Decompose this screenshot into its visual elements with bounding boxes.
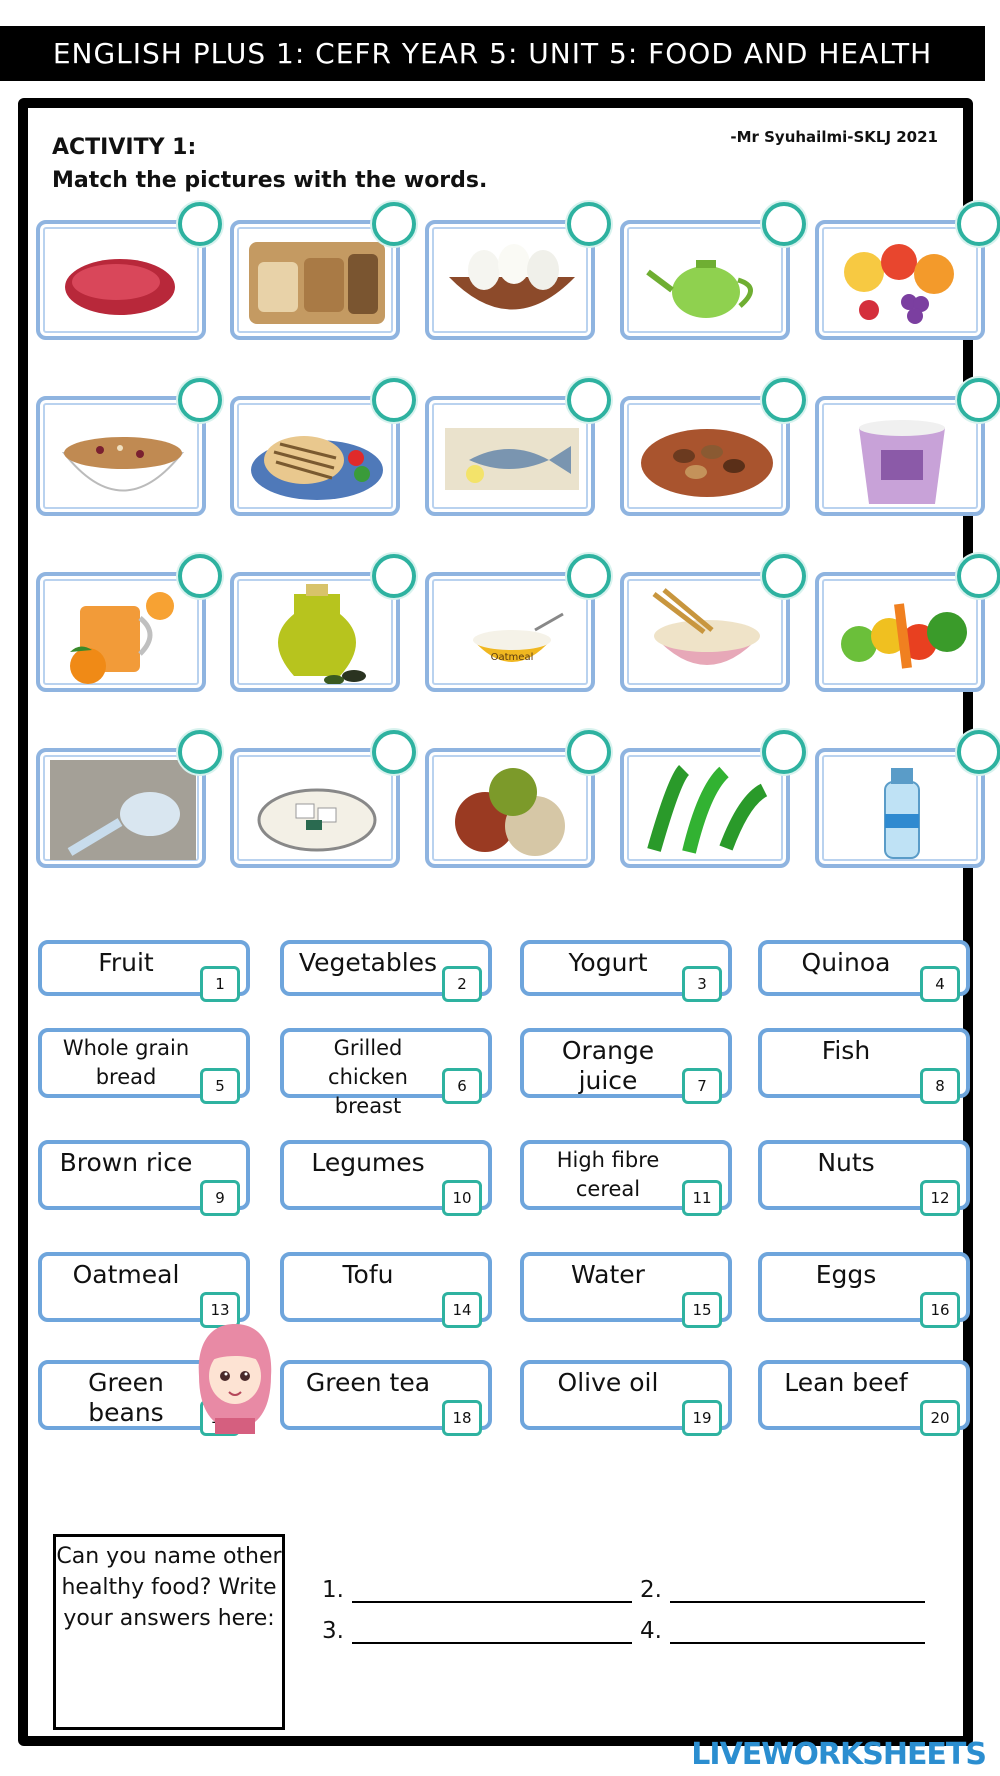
answer-circle[interactable] xyxy=(567,202,611,246)
word-card[interactable] xyxy=(38,1252,250,1322)
orange-juice-icon xyxy=(50,584,196,684)
word-number: 13 xyxy=(200,1292,240,1328)
word-label: Lean beef xyxy=(784,1368,908,1397)
word-number: 2 xyxy=(442,966,482,1002)
word-number: 19 xyxy=(682,1400,722,1436)
green-beans-icon xyxy=(634,760,780,860)
picture-card xyxy=(815,396,985,516)
worksheet-title: ENGLISH PLUS 1: CEFR YEAR 5: UNIT 5: FOOD AND HEALTH xyxy=(0,26,985,81)
answer-circle[interactable] xyxy=(762,730,806,774)
girl-mascot-icon xyxy=(185,1318,285,1436)
quinoa-icon xyxy=(50,760,196,860)
word-label: Oatmeal xyxy=(72,1260,180,1289)
word-card[interactable] xyxy=(38,940,250,996)
answer-circle[interactable] xyxy=(567,378,611,422)
word-label: Green tea xyxy=(305,1368,431,1397)
word-label: Green beans xyxy=(88,1368,164,1427)
word-label: High fibre cereal xyxy=(556,1148,660,1201)
vegetables-icon xyxy=(829,584,975,684)
answer-number: 2. xyxy=(640,1577,662,1603)
question-text: Can you name other healthy food? Write your answers here: xyxy=(56,1544,282,1631)
word-label: Grilled chicken breast xyxy=(328,1036,408,1118)
nuts-icon xyxy=(634,408,780,508)
word-number: 6 xyxy=(442,1068,482,1104)
answer-circle[interactable] xyxy=(762,202,806,246)
word-number: 14 xyxy=(442,1292,482,1328)
activity-title: ACTIVITY 1: xyxy=(52,135,197,160)
word-label: Nuts xyxy=(817,1148,875,1177)
word-number: 7 xyxy=(682,1068,722,1104)
activity-instruction: Match the pictures with the words. xyxy=(52,168,488,193)
answer-circle[interactable] xyxy=(957,554,1000,598)
word-number: 8 xyxy=(920,1068,960,1104)
word-card[interactable] xyxy=(520,1252,732,1322)
word-card[interactable] xyxy=(520,1028,732,1098)
legumes-icon xyxy=(439,760,585,860)
word-number: 10 xyxy=(442,1180,482,1216)
word-card[interactable] xyxy=(758,1360,970,1430)
grilled-chicken-icon xyxy=(244,408,390,508)
author-credit: -Mr Syuhailmi-SKLJ 2021 xyxy=(730,128,938,146)
word-number: 15 xyxy=(682,1292,722,1328)
word-number: 4 xyxy=(920,966,960,1002)
answer-number: 4. xyxy=(640,1618,662,1644)
word-card[interactable] xyxy=(280,1140,492,1210)
word-label: Fruit xyxy=(98,948,154,977)
word-label: Brown rice xyxy=(59,1148,193,1177)
answer-circle[interactable] xyxy=(178,730,222,774)
word-number: 3 xyxy=(682,966,722,1002)
answer-line-4[interactable] xyxy=(640,1618,925,1644)
worksheet-frame xyxy=(18,98,973,1746)
teapot-icon xyxy=(634,232,780,332)
fish-icon xyxy=(439,408,585,508)
answer-circle[interactable] xyxy=(372,378,416,422)
word-label: Olive oil xyxy=(557,1368,659,1397)
bread-icon xyxy=(244,232,390,332)
word-number: 1 xyxy=(200,966,240,1002)
answer-circle[interactable] xyxy=(567,554,611,598)
cereal-bowl-icon xyxy=(50,408,196,508)
word-card[interactable] xyxy=(38,1028,250,1098)
answer-circle[interactable] xyxy=(178,202,222,246)
yogurt-icon xyxy=(829,408,975,508)
picture-card xyxy=(36,572,206,692)
word-label: Orange juice xyxy=(561,1036,655,1095)
picture-card xyxy=(620,748,790,868)
picture-card xyxy=(815,572,985,692)
picture-card xyxy=(815,748,985,868)
word-card[interactable] xyxy=(280,1028,492,1118)
answer-circle[interactable] xyxy=(372,202,416,246)
picture-card xyxy=(425,748,595,868)
word-number: 9 xyxy=(200,1180,240,1216)
picture-card xyxy=(620,220,790,340)
fruit-icon xyxy=(829,232,975,332)
olive-oil-icon xyxy=(244,584,390,684)
word-card[interactable] xyxy=(280,1360,492,1430)
answer-circle[interactable] xyxy=(567,730,611,774)
word-number: 16 xyxy=(920,1292,960,1328)
word-label: Quinoa xyxy=(801,948,891,977)
word-label: Tofu xyxy=(342,1260,394,1289)
answer-number: 3. xyxy=(322,1618,344,1644)
word-label: Vegetables xyxy=(298,948,438,977)
word-number: 20 xyxy=(920,1400,960,1436)
picture-card xyxy=(620,572,790,692)
oatmeal-icon xyxy=(439,584,585,684)
word-label: Eggs xyxy=(815,1260,877,1289)
liveworksheets-watermark: LIVEWORKSHEETS xyxy=(691,1737,986,1772)
picture-card xyxy=(36,220,206,340)
word-card[interactable] xyxy=(758,1252,970,1322)
word-card[interactable] xyxy=(520,1140,732,1210)
answer-circle[interactable] xyxy=(762,378,806,422)
answer-line-1[interactable] xyxy=(322,1577,632,1603)
meat-icon xyxy=(50,232,196,332)
eggs-icon xyxy=(439,232,585,332)
answer-number: 1. xyxy=(322,1577,344,1603)
picture-card xyxy=(230,572,400,692)
picture-card xyxy=(815,220,985,340)
word-card[interactable] xyxy=(280,1252,492,1322)
word-card[interactable] xyxy=(520,1360,732,1430)
picture-card xyxy=(425,572,595,692)
answer-line-2[interactable] xyxy=(640,1577,925,1603)
word-number: 18 xyxy=(442,1400,482,1436)
picture-card xyxy=(230,220,400,340)
word-card[interactable] xyxy=(758,1028,970,1098)
answer-circle[interactable] xyxy=(957,202,1000,246)
word-card[interactable] xyxy=(758,940,970,996)
answer-circle[interactable] xyxy=(372,554,416,598)
tofu-icon xyxy=(244,760,390,860)
svg-text:Oatmeal: Oatmeal xyxy=(490,652,534,663)
picture-card xyxy=(230,396,400,516)
word-number: 11 xyxy=(682,1180,722,1216)
question-box xyxy=(53,1534,285,1730)
picture-card xyxy=(425,396,595,516)
answer-line-3[interactable] xyxy=(322,1618,632,1644)
answer-circle[interactable] xyxy=(957,730,1000,774)
answer-circle[interactable] xyxy=(178,378,222,422)
word-card[interactable] xyxy=(38,1140,250,1210)
answer-circle[interactable] xyxy=(957,378,1000,422)
word-label: Yogurt xyxy=(568,948,648,977)
answer-circle[interactable] xyxy=(372,730,416,774)
picture-card xyxy=(620,396,790,516)
picture-card xyxy=(36,748,206,868)
word-card[interactable] xyxy=(758,1140,970,1210)
word-label: Fish xyxy=(821,1036,871,1065)
answer-circle[interactable] xyxy=(178,554,222,598)
word-card[interactable] xyxy=(280,940,492,996)
word-label: Legumes xyxy=(311,1148,425,1177)
word-card[interactable] xyxy=(520,940,732,996)
water-bottle-icon xyxy=(829,760,975,860)
word-label: Water xyxy=(571,1260,645,1289)
rice-bowl-icon xyxy=(634,584,780,684)
word-number: 5 xyxy=(200,1068,240,1104)
picture-card xyxy=(230,748,400,868)
answer-circle[interactable] xyxy=(762,554,806,598)
picture-card xyxy=(425,220,595,340)
word-label: Whole grain bread xyxy=(62,1036,190,1089)
picture-card xyxy=(36,396,206,516)
word-number: 12 xyxy=(920,1180,960,1216)
